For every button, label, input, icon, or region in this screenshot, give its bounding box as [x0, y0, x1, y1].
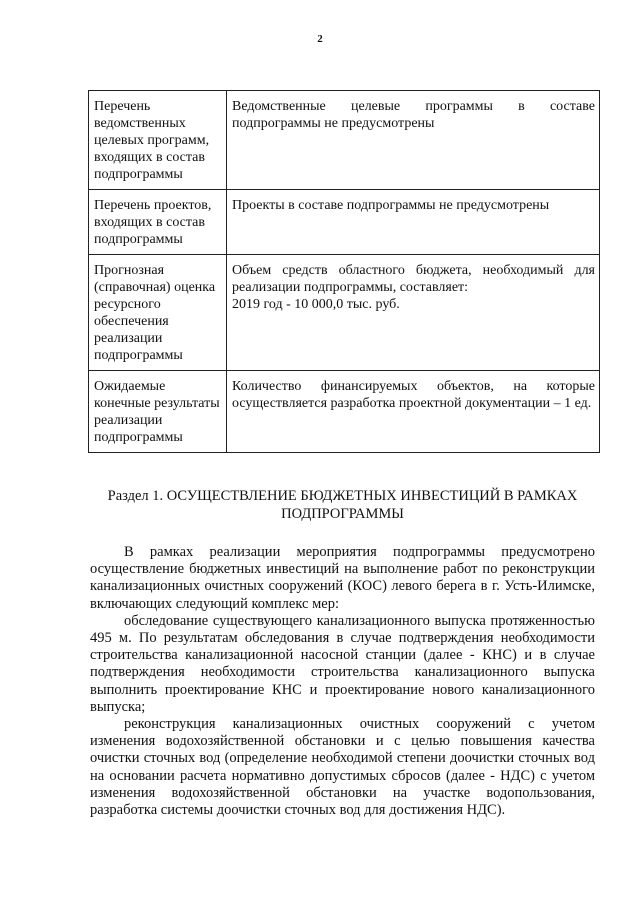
table-row	[89, 255, 600, 371]
row-label: Ожидаемые конечные результаты реализации подпрограммы	[89, 371, 227, 453]
table-row	[89, 371, 600, 453]
section-heading: Раздел 1. ОСУЩЕСТВЛЕНИЕ БЮДЖЕТНЫХ ИНВЕСТИЦИЙ В РАМКАХ ПОДПРОГРАММЫ	[107, 488, 578, 522]
row-value: Ведомственные целевые программы в составе подпрограммы не предусмотрены	[227, 91, 600, 190]
subprogram-passport-table	[88, 90, 600, 453]
row-value: Проекты в составе подпрограммы не предусмотрены	[227, 190, 600, 255]
row-label: Перечень проектов, входящих в состав подпрограммы	[89, 190, 227, 255]
row-label: Перечень ведомственных целевых программ, входящих в состав подпрограммы	[89, 91, 227, 190]
row-value	[227, 255, 600, 371]
row-label: Прогнозная (справочная) оценка ресурсного обеспечения реализации подпрограммы	[89, 255, 227, 371]
funding-amount: 2019 год - 10 000,0 тыс. руб.	[232, 297, 400, 312]
table-row	[89, 91, 600, 190]
paragraph: реконструкция канализационных очистных сооружений с учетом изменения водохозяйственной обстановки и с целью повышения качества очистки сточных вод (определение необходимой степени доочистки сточных вод на основании расчета нормативно допустимых сбросов (далее - НДС) с учетом изменения водохозяйственной обстановки на участке водопользования, разработка системы доочистки сточных вод для достижения НДС).	[90, 716, 595, 819]
page-number: 2	[317, 33, 323, 45]
funding-text: Объем средств областного бюджета, необходимый для реализации подпрограммы, составляет:	[232, 263, 595, 295]
paragraph: обследование существующего канализационного выпуска протяженностью 495 м. По результатам обследования в случае подтверждения необходимости строительства канализационной насосной станции (далее - КНС) и в случае подтверждения необходимости строительства канализационного выпуска выполнить проектирование КНС и проектирование нового канализационного выпуска;	[90, 612, 595, 715]
row-value: Количество финансируемых объектов, на которые осуществляется разработка проектной документации – 1 ед.	[227, 371, 600, 453]
paragraph: В рамках реализации мероприятия подпрограммы предусмотрено осуществление бюджетных инвестиций на выполнение работ по реконструкции канализационных очистных сооружений (КОС) левого берега в г. Усть-Илимске, включающих следующий комплекс мер:	[90, 544, 595, 612]
table-row	[89, 190, 600, 255]
section-body	[90, 544, 595, 819]
